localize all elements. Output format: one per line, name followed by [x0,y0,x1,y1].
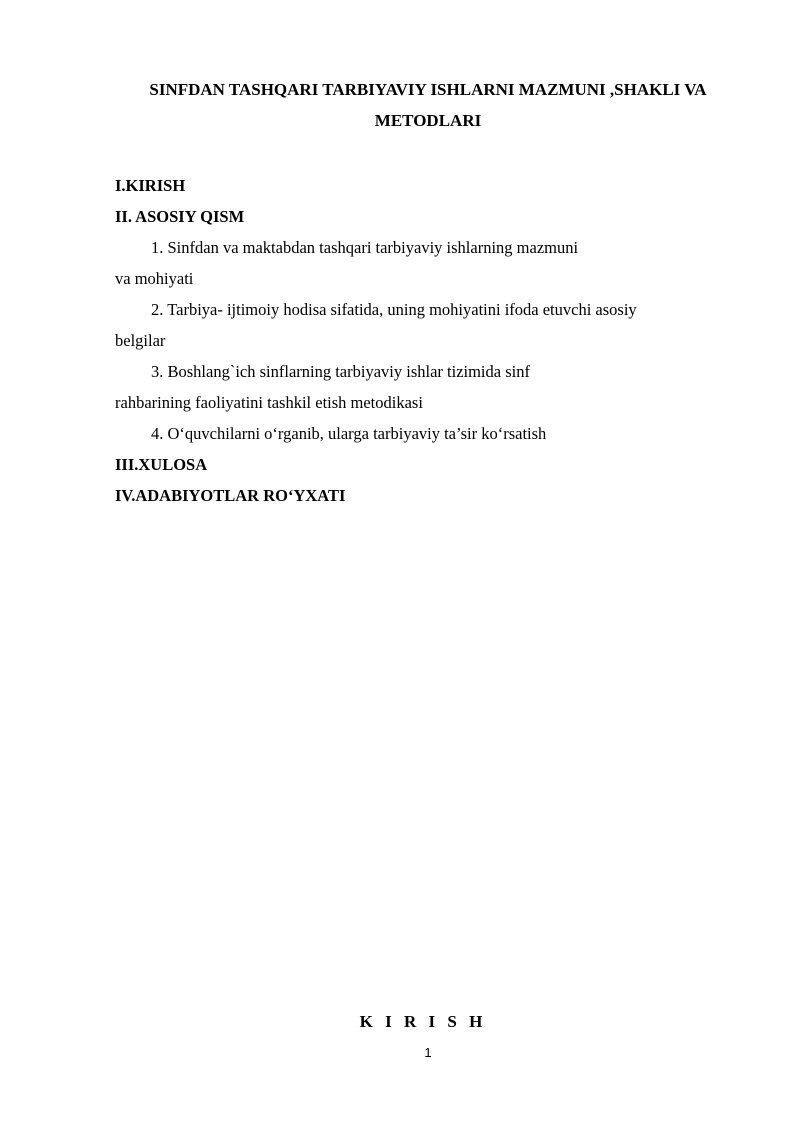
section-xulosa: III.XULOSA [115,455,208,474]
page-number: 1 [424,1045,432,1060]
section-adabiyotlar: IV.ADABIYOTLAR RO‘YXATI [115,486,346,505]
section-asosiy-qism: II. ASOSIY QISM [115,207,245,226]
document-title: SINFDAN TASHQARI TARBIYAVIY ISHLARNI MAZMUNI ,SHAKLI VA METODLARI [149,80,707,130]
toc-item-2-line-1 [115,294,715,325]
toc-item-1-line-1 [115,232,715,263]
table-of-contents [115,170,715,511]
toc-item-3-line-1 [115,356,715,387]
toc-item-4 [115,418,715,449]
toc-item-2-text: 2. Tarbiya- ijtimoiy hodisa sifatida, uning mohiyatini ifoda etuvchi asosiy [151,300,637,319]
toc-item-1-text: 1. Sinfdan va maktabdan tashqari tarbiyaviy ishlarning mazmuni [151,238,579,257]
next-section-heading: K I R I S H [359,1012,487,1031]
toc-item-3-line-2: rahbarining faoliyatini tashkil etish metodikasi [115,393,423,412]
toc-item-4-text: 4. O‘quvchilarni o‘rganib, ularga tarbiyaviy ta’sir ko‘rsatish [151,424,547,443]
section-kirish: I.KIRISH [115,176,186,195]
toc-item-3-text: 3. Boshlang`ich sinflarning tarbiyaviy ishlar tizimida sinf [151,362,530,381]
toc-item-2-line-2: belgilar [115,331,166,350]
toc-item-1-line-2: va mohiyati [115,269,194,288]
